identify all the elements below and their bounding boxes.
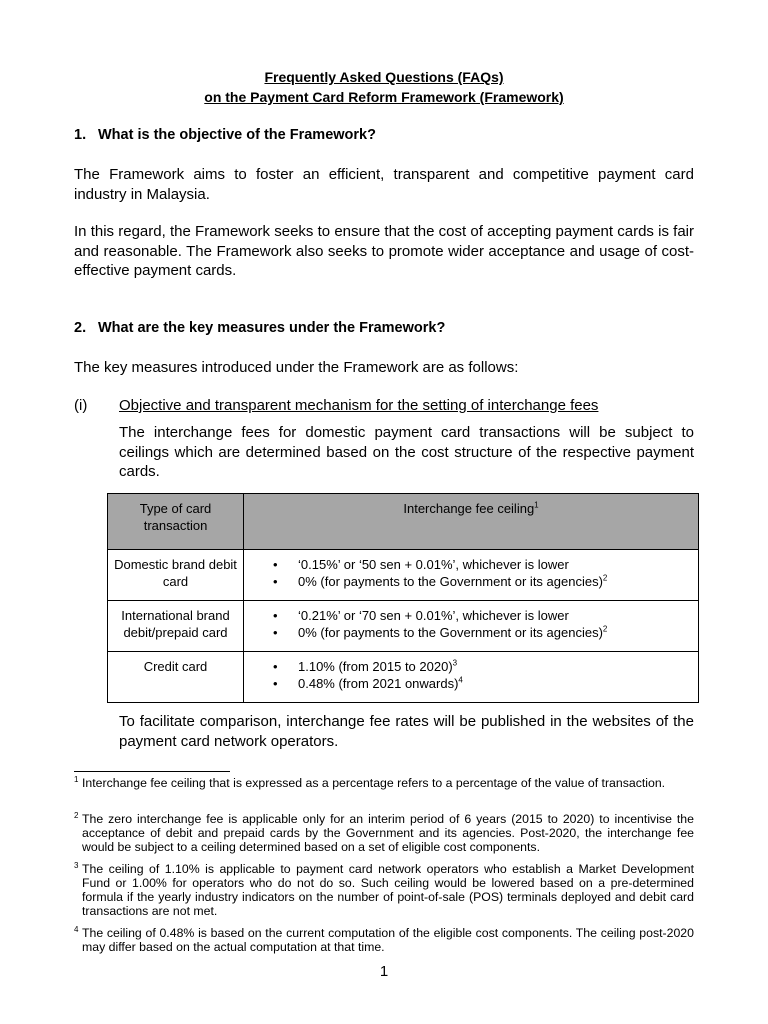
header-card-type: Type of card transaction xyxy=(108,494,244,550)
measure-paragraph: The interchange fees for domestic payment card transactions will be subject to ceilings which are determined based on the cost structure of the respective payment cards. xyxy=(119,424,694,480)
question-1-number: 1. xyxy=(74,127,87,143)
table-row xyxy=(108,652,699,703)
footnote-text: The zero interchange fee is applicable only for an interim period of 6 years (2015 to 2020) to incentivise the acceptance of debit and prepaid cards by the Government and its agencies. Post-2020, the interchange fee would be subject to a ceiling determined based on a set of eligible cost components. xyxy=(82,812,694,854)
footnote-ref: 2 xyxy=(602,573,608,583)
table-row xyxy=(108,601,699,652)
footnote-4 xyxy=(74,926,694,954)
footnote-1 xyxy=(74,776,694,790)
header-fee-ceiling xyxy=(244,494,699,550)
footnote-mark: 3 xyxy=(74,861,79,870)
card-type-cell: Domestic brand debit card xyxy=(108,550,244,601)
footnote-3 xyxy=(74,862,694,918)
page-number: 1 xyxy=(379,963,389,980)
footnote-text: The ceiling of 1.10% is applicable to payment card network operators who establish a Market Development Fund or 1.00% for operators who do not do so. Such ceiling would be lowered based on a pre-determined formula if the yearly industry indicators on the number of point-of-sale (POS) terminals deployed and debit card transactions are not met. xyxy=(82,862,694,918)
footnote-mark: 2 xyxy=(74,811,79,820)
doc-title-line1: Frequently Asked Questions (FAQs) xyxy=(264,69,504,85)
question-1-text: What is the objective of the Framework? xyxy=(98,127,376,143)
card-type-cell: International brand debit/prepaid card xyxy=(108,601,244,652)
fee-list xyxy=(245,658,697,692)
fee-item xyxy=(269,675,697,692)
after-table-paragraph: To facilitate comparison, interchange fee rates will be published in the websites of the payment card network operators. xyxy=(119,713,694,750)
question-1-heading xyxy=(74,127,376,143)
fee-item xyxy=(269,658,697,675)
fee-item-text: 1.10% (from 2015 to 2020) xyxy=(298,659,453,674)
footnote-ref: 1 xyxy=(534,500,539,510)
fee-list xyxy=(245,607,697,641)
fee-item-text: 0% (for payments to the Government or its agencies) xyxy=(298,574,603,589)
footnote-text: The ceiling of 0.48% is based on the current computation of the eligible cost components. The ceiling post-2020 may differ based on the actual computation at that time. xyxy=(82,926,694,954)
interchange-fee-table xyxy=(107,493,699,703)
table-row xyxy=(108,550,699,601)
question-2-text: What are the key measures under the Framework? xyxy=(98,320,446,336)
fee-cell xyxy=(244,652,699,703)
fee-item xyxy=(269,573,697,590)
doc-title-line2: on the Payment Card Reform Framework (Framework) xyxy=(204,89,564,105)
q1-paragraph-1: The Framework aims to foster an efficient, transparent and competitive payment card industry in Malaysia. xyxy=(74,166,694,203)
footnote-text: Interchange fee ceiling that is expressed as a percentage refers to a percentage of the value of transaction. xyxy=(82,776,666,790)
table-header-row xyxy=(108,494,699,550)
fee-item-text: 0% (for payments to the Government or its agencies) xyxy=(298,625,603,640)
measure-label: (i) xyxy=(74,397,88,414)
footnote-mark: 1 xyxy=(74,775,79,784)
footnote-separator xyxy=(74,771,230,772)
fee-item-text: ‘0.15%’ or ‘50 sen + 0.01%’, whichever is lower xyxy=(298,557,569,572)
question-2-number: 2. xyxy=(74,320,87,336)
fee-cell xyxy=(244,601,699,652)
footnote-mark: 4 xyxy=(74,925,79,934)
fee-item xyxy=(269,624,697,641)
footnote-ref: 4 xyxy=(458,675,463,685)
measure-title: Objective and transparent mechanism for the setting of interchange fees xyxy=(119,397,599,414)
fee-cell xyxy=(244,550,699,601)
fee-item-text: 0.48% (from 2021 onwards) xyxy=(298,676,459,691)
fee-item xyxy=(269,556,697,573)
card-type-cell: Credit card xyxy=(108,652,244,703)
fee-item xyxy=(269,607,697,624)
fee-list xyxy=(245,556,697,590)
header-fee-ceiling-text: Interchange fee ceiling xyxy=(403,501,535,516)
q1-paragraph-2: In this regard, the Framework seeks to ensure that the cost of accepting payment cards is fair and reasonable. The Framework also seeks to promote wider acceptance and usage of cost-effective payment cards. xyxy=(74,223,694,279)
question-2-heading xyxy=(74,320,445,336)
q2-intro: The key measures introduced under the Framework are as follows: xyxy=(74,359,519,376)
footnote-2 xyxy=(74,812,694,854)
fee-item-text: ‘0.21%’ or ‘70 sen + 0.01%’, whichever is lower xyxy=(298,608,569,623)
footnote-ref: 2 xyxy=(602,624,608,634)
footnote-ref: 3 xyxy=(452,658,458,668)
